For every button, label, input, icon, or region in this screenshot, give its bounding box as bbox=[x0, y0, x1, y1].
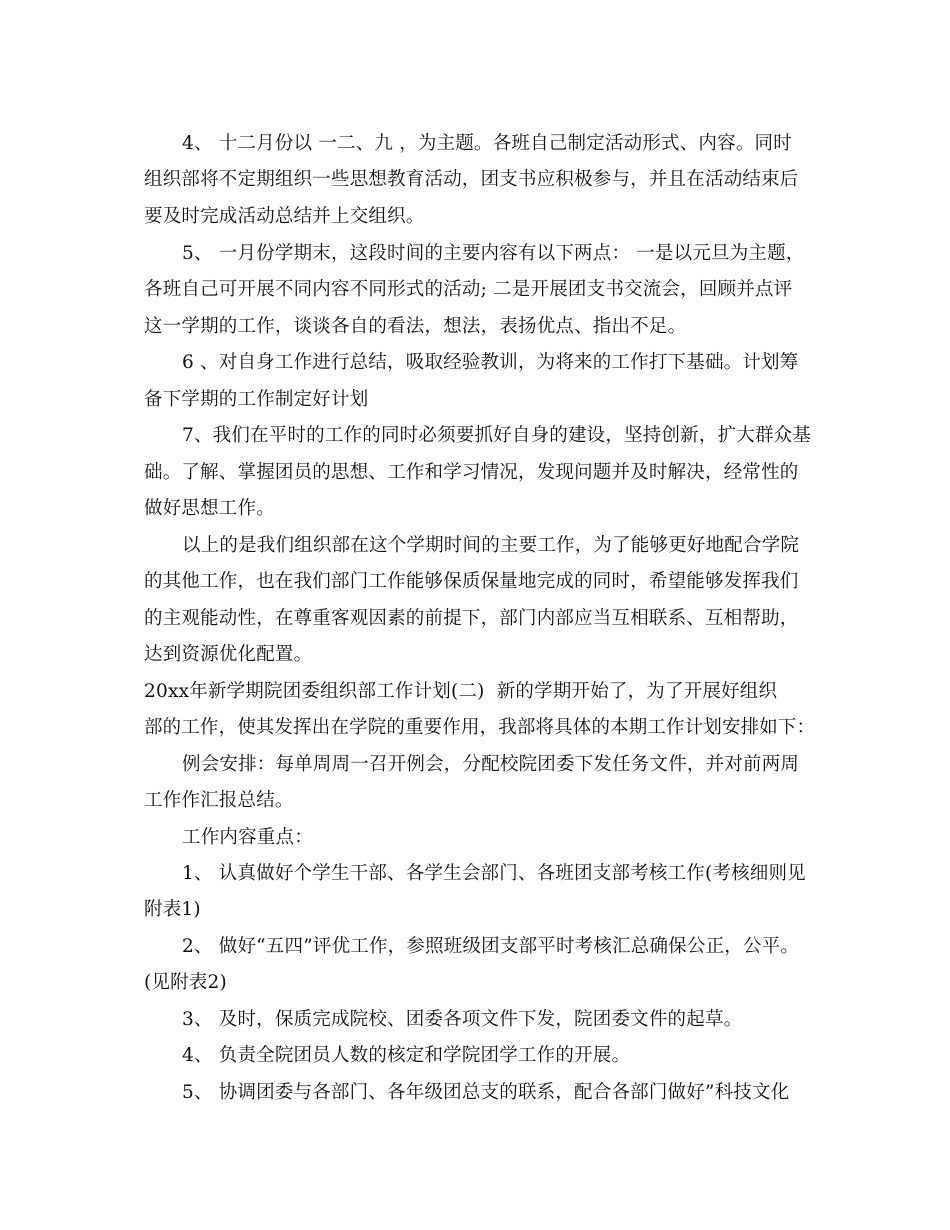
text-line: 1、 认真做好个学生干部、各学生会部门、各班团支部考核工作(考核细则见 bbox=[182, 863, 806, 884]
text-line: 以上的是我们组织部在这个学期时间的主要工作，为了能够更好地配合学院 bbox=[182, 535, 800, 556]
text-line: 2、 做好“五四”评优工作，参照班级团支部平时考核汇总确保公正，公平。 bbox=[182, 936, 800, 957]
text-line: 5、 一月份学期末，这段时间的主要内容有以下两点： 一是以元旦为主题， bbox=[182, 243, 805, 264]
text-line: 7、我们在平时的工作的同时必须要抓好自身的建设，坚持创新，扩大群众基 bbox=[182, 425, 812, 446]
text-line: 工作作汇报总结。 bbox=[144, 790, 294, 811]
text-line: 备下学期的工作制定好计划 bbox=[144, 389, 369, 410]
section-title-line: 20xx年新学期院团委组织部工作计划(二) 新的学期开始了，为了开展好组织 bbox=[144, 681, 778, 702]
text-line: 的主观能动性，在尊重客观因素的前提下，部门内部应当互相联系、互相帮助， bbox=[144, 608, 799, 629]
text-line: 部的工作，使其发挥出在学院的重要作用，我部将具体的本期工作计划安排如下： bbox=[144, 717, 816, 738]
text-line: 3、 及时，保质完成院校、团委各项文件下发，院团委文件的起草。 bbox=[182, 1009, 743, 1030]
text-line: 工作内容重点： bbox=[182, 827, 313, 848]
text-line: 5、 协调团委与各部门、各年级团总支的联系，配合各部门做好”科技文化 bbox=[182, 1082, 790, 1103]
text-line: 附表1) bbox=[144, 899, 201, 920]
text-line: 各班自己可开展不同内容不同形式的活动; 二是开展团支书交流会，回顾并点评 bbox=[144, 279, 793, 300]
text-line: (见附表2) bbox=[144, 972, 227, 993]
text-line: 这一学期的工作，谈谈各自的看法，想法，表扬优点、指出不足。 bbox=[144, 316, 687, 337]
text-line: 达到资源优化配置。 bbox=[144, 644, 313, 665]
text-line: 4、 负责全院团员人数的核定和学院团学工作的开展。 bbox=[182, 1045, 631, 1066]
text-line: 要及时完成活动总结并上交组织。 bbox=[144, 206, 425, 227]
text-line: 4、 十二月份以 一二、九 ，为主题。各班自己制定活动形式、内容。同时 bbox=[182, 133, 792, 154]
text-line: 做好思想工作。 bbox=[144, 498, 275, 519]
text-line: 组织部将不定期组织一些思想教育活动，团支书应积极参与，并且在活动结束后 bbox=[144, 169, 799, 190]
text-line: 例会安排：每单周周一召开例会，分配校院团委下发任务文件，并对前两周 bbox=[182, 754, 800, 775]
text-line: 6 、对自身工作进行总结，吸取经验教训，为将来的工作打下基础。计划筹 bbox=[182, 352, 799, 373]
text-line: 的其他工作，也在我们部门工作能够保质保量地完成的同时，希望能够发挥我们 bbox=[144, 571, 799, 592]
text-line: 础。了解、掌握团员的思想、工作和学习情况，发现问题并及时解决，经常性的 bbox=[144, 462, 799, 483]
